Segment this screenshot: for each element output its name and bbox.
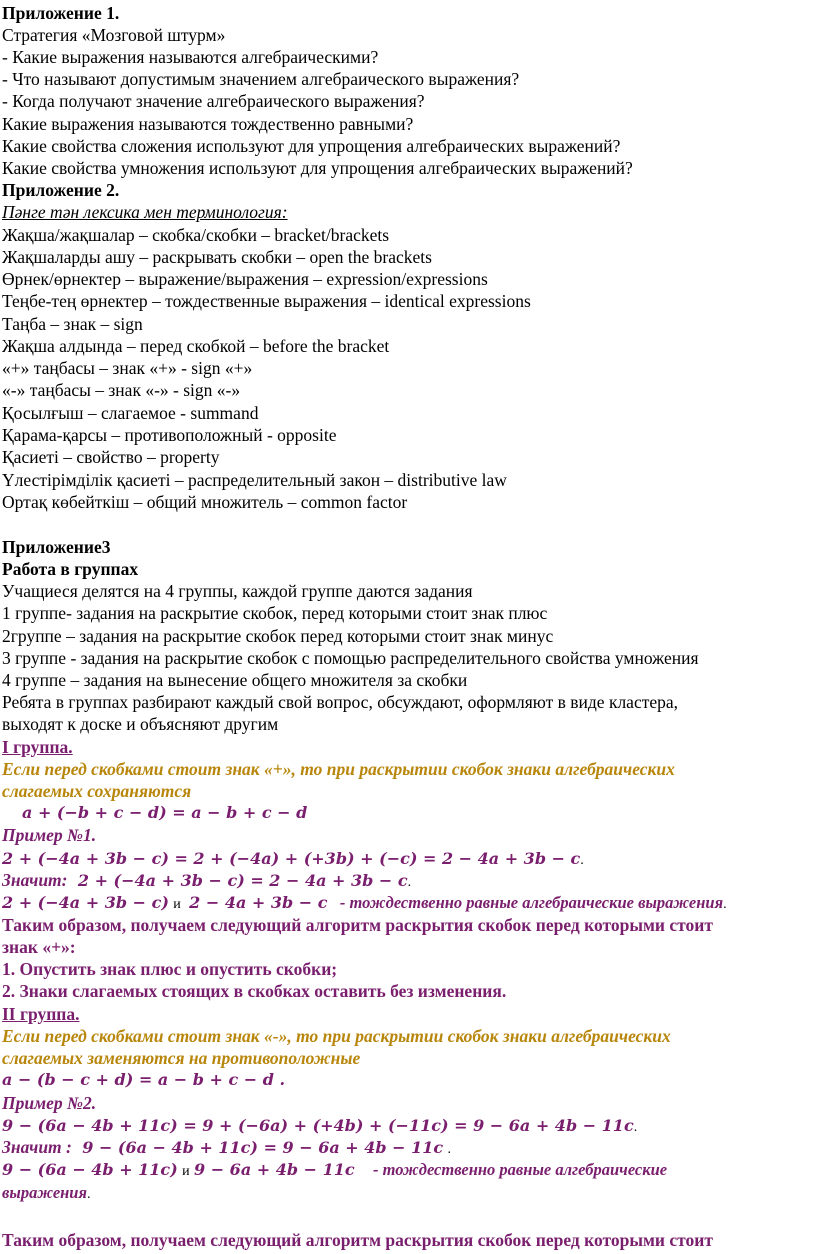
group1-algo-line-1: Таким образом, получаем следующий алгоритм раскрытия скобок перед которыми стоит [2,915,713,935]
group1-identity-line [2,891,727,916]
term-11: Қасиеті – свойство – property [2,447,220,467]
question-6: Какие свойства умножения используют для упрощения алгебраических выражений? [2,158,633,178]
term-7: «+» таңбасы – знак «+» - sign «+» [2,358,253,378]
question-4: Какие выражения называются тождественно равными? [2,114,414,134]
group1-conclusion-label: Значит: [2,870,68,890]
group2-formula: a − (b − c + d) = a − b + c − d . [2,1070,286,1089]
term-4: Теңбе-тең өрнектер – тождественные выражения – identical expressions [2,291,531,311]
group-work-line-1: Учащиеся делятся на 4 группы, каждой группе даются задания [2,581,473,601]
group-work-line-3: 2группе – задания на раскрытие скобок перед которыми стоит знак минус [2,626,554,646]
group2-identity-end: . [86,1187,91,1202]
group1-identity-right: 2 − 4a + 3b − c [189,893,328,912]
group2-identity-text: - тождественно равные алгебраические [372,1160,668,1179]
group2-algo-line-1: Таким образом, получаем следующий алгоритм раскрытия скобок перед которыми стоит [2,1230,713,1250]
appendix3-subtitle: Работа в группах [2,559,139,579]
group1-conclusion-formula: 2 + (−4a + 3b − c) = 2 − 4a + 3b − c [77,871,408,890]
appendix2-title: Приложение 2. [2,180,120,200]
question-2: - Что называют допустимым значением алгебраического выражения? [2,69,520,89]
question-1: - Какие выражения называются алгебраическими? [2,47,379,67]
term-13: Ортақ көбейткіш – общий множитель – common factor [2,492,408,512]
group2-rule-line-1: Если перед скобками стоит знак «-», то при раскрытии скобок знаки алгебраических [2,1026,671,1046]
group1-title: I группа. [2,737,73,757]
term-6: Жақша алдында – перед скобкой – before the bracket [2,336,390,356]
appendix3-title: Приложение3 [2,537,111,557]
group2-identity-left: 9 − (6a − 4b + 11c) [2,1160,178,1179]
group2-example-end: . [633,1120,638,1135]
term-8: «-» таңбасы – знак «-» - sign «-» [2,380,241,400]
group2-example-label: Пример №2. [2,1093,97,1113]
group-work-line-5: 4 группе – задания на вынесение общего множителя за скобки [2,670,468,690]
group-work-line-2: 1 группе- задания на раскрытие скобок, перед которыми стоит знак плюс [2,603,548,623]
appendix2-subtitle: Пәнге тән лексика мен терминология: [2,202,288,222]
question-3: - Когда получают значение алгебраического выражения? [2,91,425,111]
group2-identity-line [2,1158,667,1183]
group2-title: II группа. [2,1004,80,1024]
appendix1-title: Приложение 1. [2,3,120,23]
term-12: Үлестірімділік қасиеті – распределительный закон – distributive law [2,470,507,490]
term-2: Жақшаларды ашу – раскрывать скобки – open the brackets [2,247,432,267]
question-5: Какие свойства сложения используют для упрощения алгебраических выражений? [2,136,621,156]
group-work-line-4: 3 группе - задания на раскрытие скобок с помощью распределительного свойства умножения [2,648,699,668]
group1-rule-line-2: слагаемых сохраняются [2,781,192,801]
group1-example-label: Пример №1. [2,825,97,845]
group1-formula: a + (−b + c − d) = a − b + c − d [22,803,308,822]
group1-conclusion-end: . [407,875,412,890]
term-9: Қосылғыш – слагаемое - summand [2,403,259,423]
group1-identity-left: 2 + (−4a + 3b − c) [2,893,169,912]
term-1: Жақша/жақшалар – скобка/скобки – bracket/brackets [2,225,390,245]
group1-step-1: 1. Опустить знак плюс и опустить скобки; [2,959,338,979]
group2-conclusion-end: . [447,1142,452,1157]
group2-conclusion-formula: 9 − (6a − 4b + 11c) = 9 − 6a + 4b − 11c [82,1138,444,1157]
group2-conclusion-label: Значит : [2,1137,72,1157]
group1-example-formula: 2 + (−4a + 3b − c) = 2 + (−4a) + (+3b) + (−c) = 2 − 4a + 3b − c [2,849,581,868]
group1-example-end: . [580,853,584,868]
group1-step-2: 2. Знаки слагаемых стоящих в скобках оставить без изменения. [2,981,507,1001]
group1-algo-line-2: знак «+»: [2,937,76,957]
term-10: Қарама-қарсы – противоположный - opposite [2,425,337,445]
term-3: Өрнек/өрнектер – выражение/выражения – expression/expressions [2,269,488,289]
group2-identity-and: и [182,1164,190,1179]
strategy-line: Стратегия «Мозговой штурм» [2,25,226,45]
group2-rule-line-2: слагаемых заменяются на противоположные [2,1048,361,1068]
group1-rule-line-1: Если перед скобками стоит знак «+», то при раскрытии скобок знаки алгебраических [2,759,675,779]
group1-identity-text: - тождественно равные алгебраические выражения [339,893,724,912]
group-work-line-6: Ребята в группах разбирают каждый свой вопрос, обсуждают, оформляют в виде кластера, [2,692,679,712]
term-5: Таңба – знак – sign [2,314,143,334]
group2-identity-right: 9 − 6a + 4b − 11c [194,1160,355,1179]
group2-identity-line-2 [2,1181,90,1206]
group2-identity-text-2: выражения [2,1183,87,1202]
group1-identity-end: . [723,897,727,912]
group2-example-formula: 9 − (6a − 4b + 11c) = 9 + (−6a) + (+4b) + (−11c) = 9 − 6a + 4b − 11c [2,1116,634,1135]
group-work-line-7: выходят к доске и объясняют другим [2,714,279,734]
group1-identity-and: и [173,897,181,912]
